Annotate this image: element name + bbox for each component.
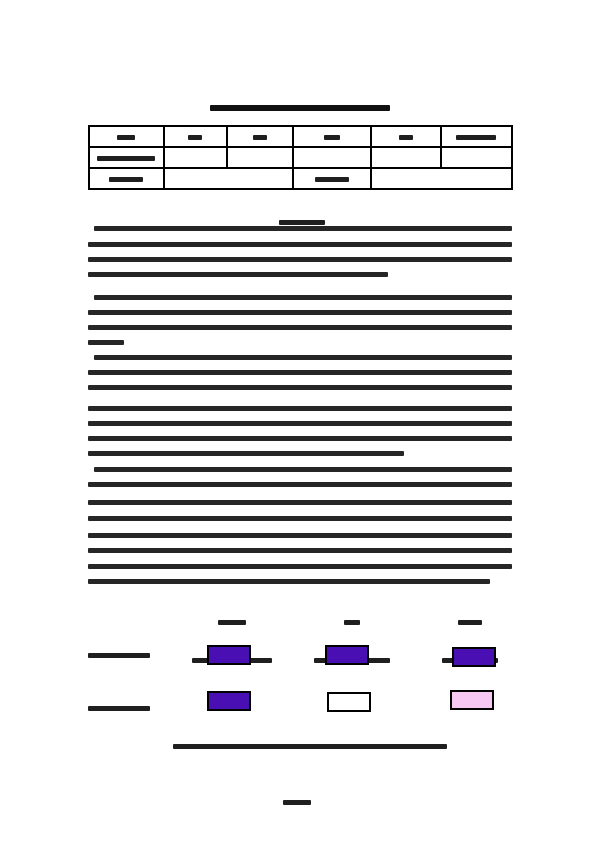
text-line	[88, 325, 512, 330]
figure-caption	[173, 736, 447, 755]
text-line	[94, 467, 512, 472]
table-cell	[371, 168, 512, 189]
table-cell	[371, 126, 441, 147]
text-line	[88, 370, 512, 375]
table-cell	[89, 168, 164, 189]
text-line	[94, 355, 512, 360]
color-swatch	[207, 691, 251, 711]
text-line	[88, 579, 490, 584]
table-cell	[293, 168, 371, 189]
text-line	[88, 242, 512, 247]
table-cell	[293, 126, 371, 147]
text-line	[88, 385, 512, 390]
table-cell	[227, 147, 293, 168]
text-line	[88, 500, 512, 505]
text-line	[94, 226, 512, 231]
table-row	[89, 147, 512, 168]
swatch-row-label	[88, 698, 150, 717]
text-line	[88, 482, 512, 487]
text-line	[88, 310, 512, 315]
table-cell	[441, 126, 512, 147]
color-swatch	[452, 647, 496, 667]
table-cell	[293, 147, 371, 168]
info-table	[88, 125, 513, 190]
text-line	[88, 340, 124, 345]
text-line	[88, 406, 512, 411]
page-number	[283, 792, 311, 811]
table-cell	[164, 126, 227, 147]
table-row	[89, 126, 512, 147]
text-line	[88, 421, 512, 426]
table-cell	[89, 147, 164, 168]
color-swatch	[207, 645, 251, 665]
color-swatch	[325, 645, 369, 665]
color-swatch	[327, 692, 371, 712]
text-line	[88, 451, 404, 456]
table-row	[89, 168, 512, 189]
text-line	[88, 257, 512, 262]
text-line	[88, 533, 512, 538]
text-line	[88, 272, 388, 277]
swatch-row-label	[88, 645, 150, 664]
table-cell	[441, 147, 512, 168]
table-cell	[164, 147, 227, 168]
table-cell	[227, 126, 293, 147]
table-cell	[164, 168, 293, 189]
text-line	[88, 516, 512, 521]
text-line	[88, 436, 512, 441]
color-swatch	[450, 690, 494, 710]
text-line	[94, 295, 512, 300]
document-title	[210, 97, 390, 105]
table-cell	[371, 147, 441, 168]
text-line	[88, 548, 512, 553]
text-line	[88, 564, 512, 569]
table-cell	[89, 126, 164, 147]
